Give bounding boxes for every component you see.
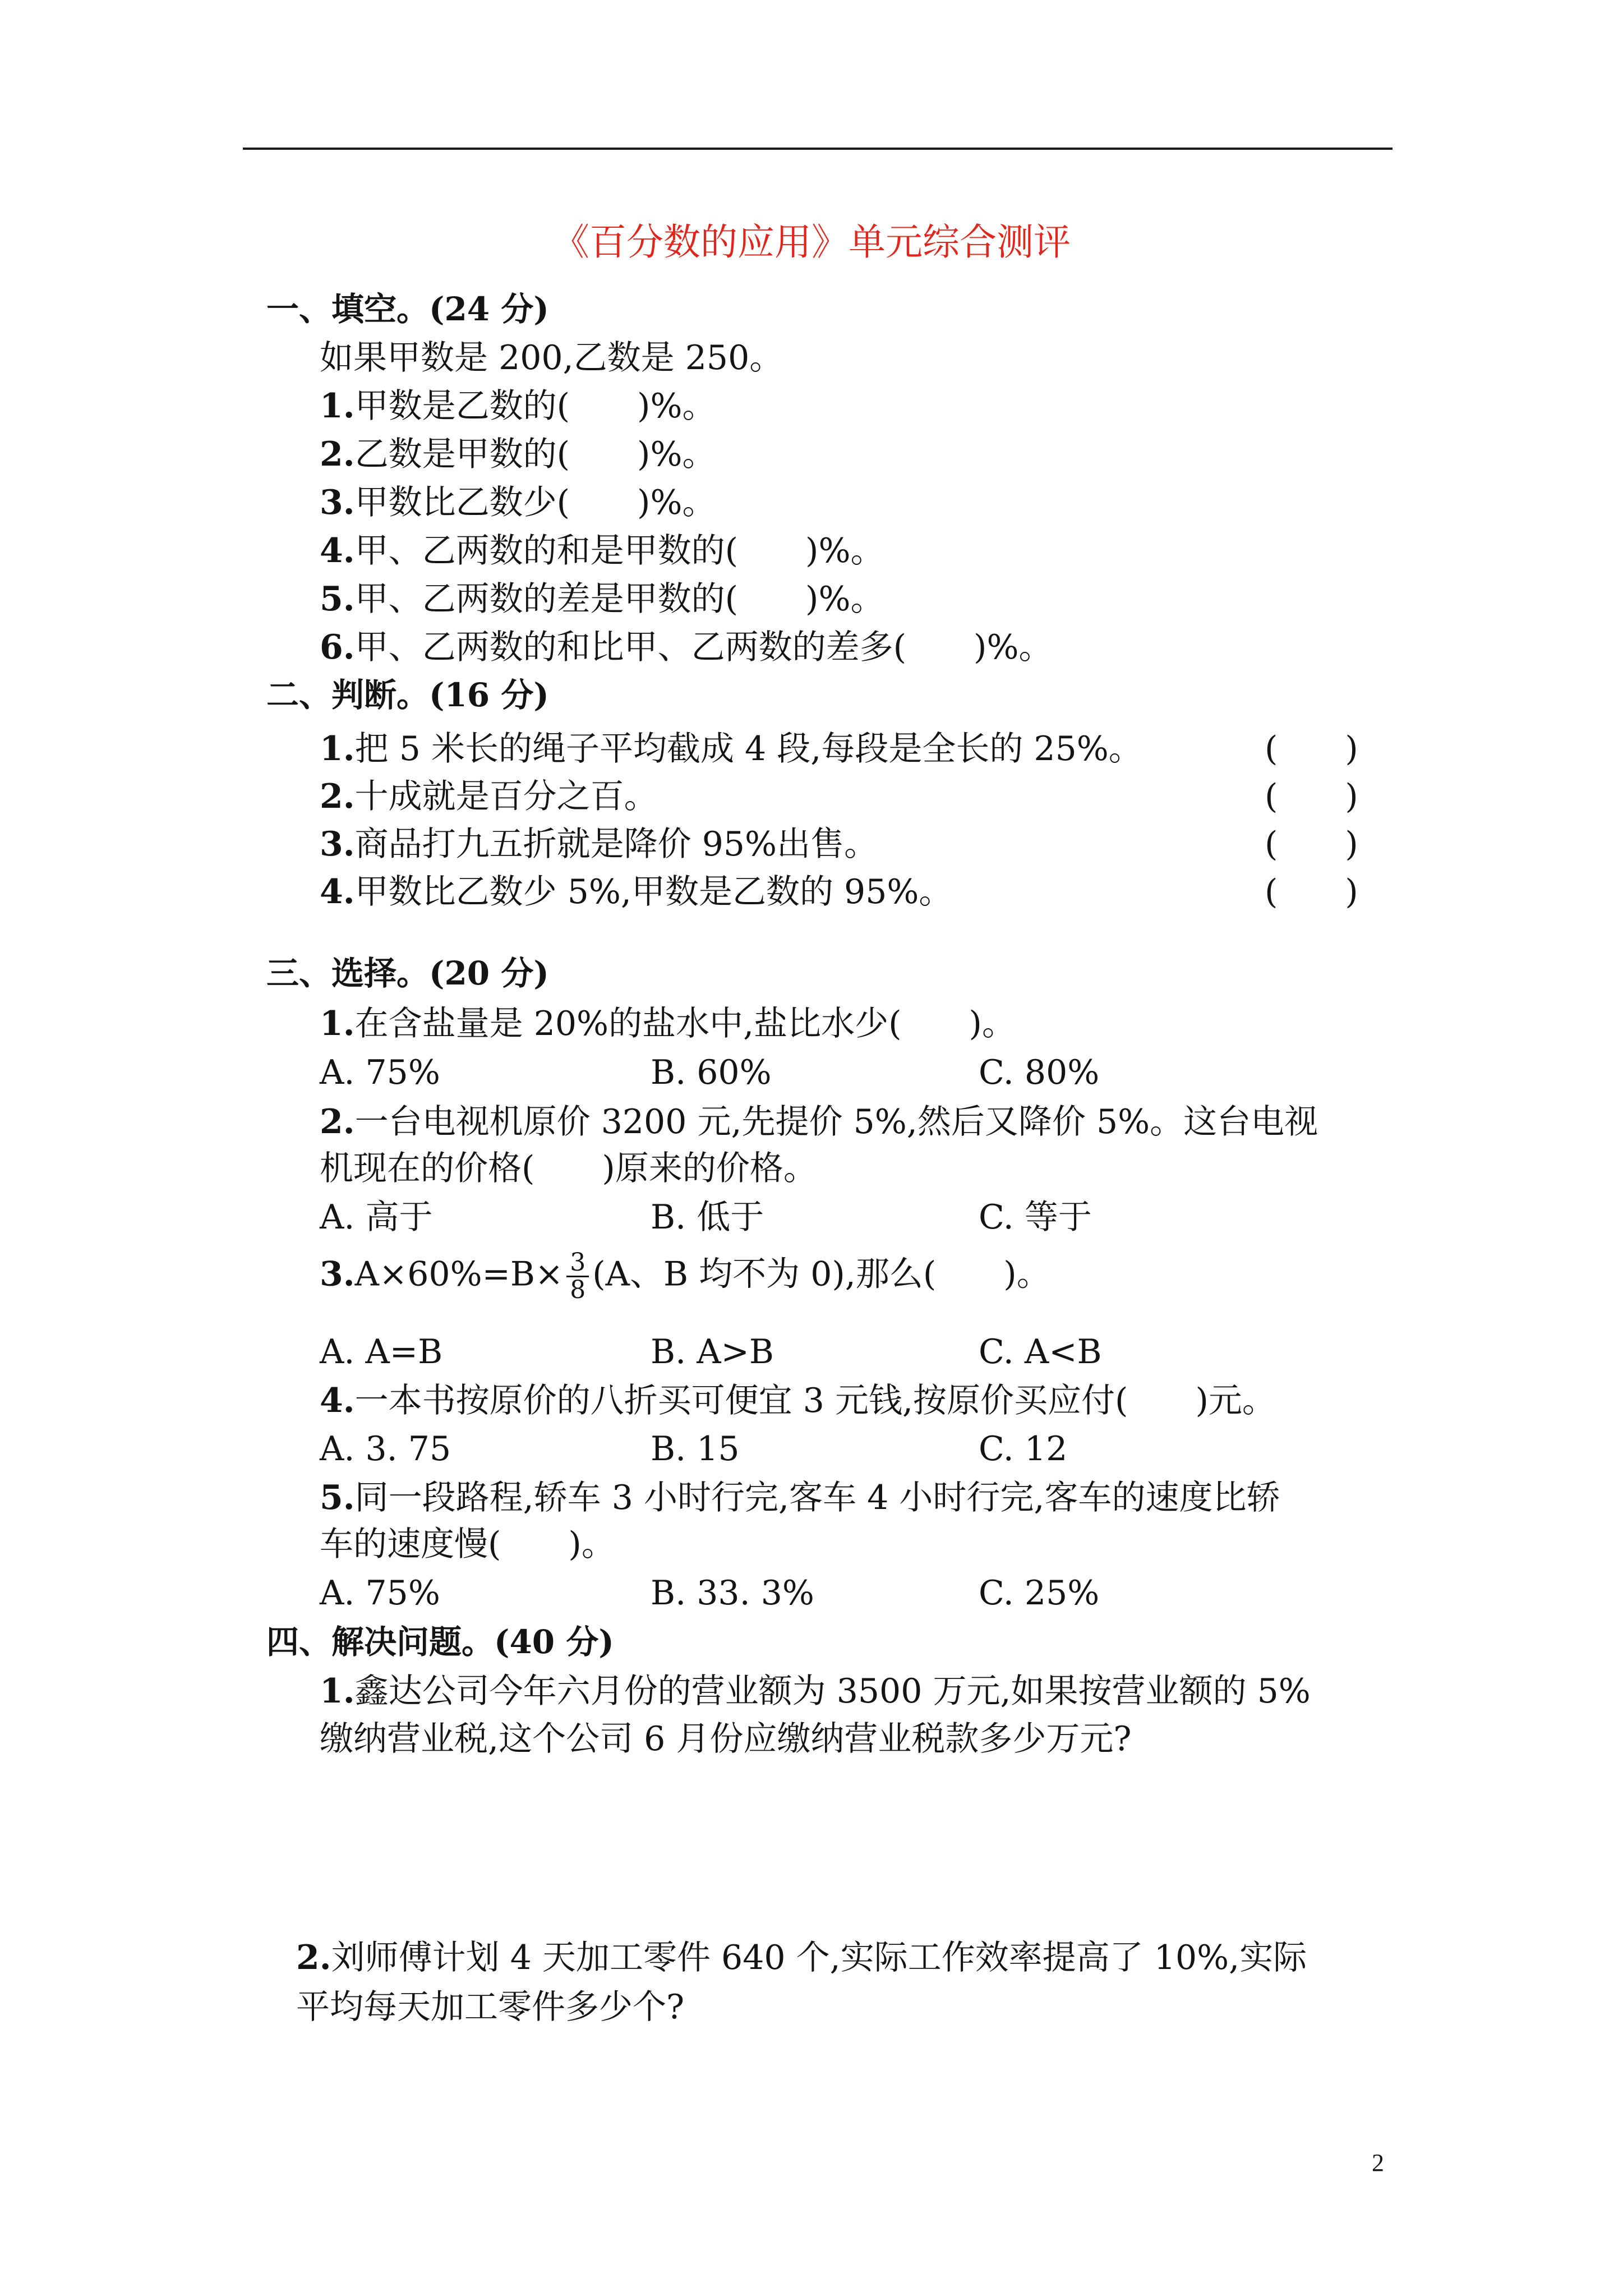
item-number: 4. — [320, 1381, 355, 1420]
answer-paren-3: ( ) — [1265, 825, 1358, 864]
choice-q2-option-c: C. 等于 — [979, 1198, 1092, 1237]
choice-q1-option-c: C. 80% — [979, 1053, 1100, 1092]
choice-q2-line2: 机现在的价格( )原来的价格。 — [320, 1149, 817, 1188]
item-number: 2. — [296, 1938, 331, 1977]
item-text: 刘师傅计划 4 天加工零件 640 个,实际工作效率提高了 10%,实际 — [331, 1938, 1307, 1977]
item-number: 5. — [320, 579, 355, 619]
judge-item-2 — [320, 777, 658, 816]
choice-q5 — [320, 1478, 1280, 1517]
choice-q2-option-b: B. 低于 — [651, 1198, 764, 1237]
item-text: 一台电视机原价 3200 元,先提价 5%,然后又降价 5%。这台电视 — [354, 1102, 1318, 1142]
formula-left: A×60%=B× — [354, 1254, 564, 1294]
item-number: 3. — [320, 1254, 355, 1294]
choice-q1 — [320, 1004, 1016, 1043]
item-number: 3. — [320, 825, 355, 864]
choice-q1-option-b: B. 60% — [651, 1053, 772, 1092]
fill-item-1 — [320, 386, 716, 426]
choice-q3-option-c: C. A<B — [979, 1332, 1102, 1372]
choice-q5-option-b: B. 33. 3% — [651, 1573, 814, 1613]
fraction-denominator: 8 — [570, 1276, 586, 1305]
choice-q1-option-a: A. 75% — [320, 1053, 440, 1092]
problem-2-line2: 平均每天加工零件多少个? — [296, 1987, 685, 2027]
fraction-numerator: 3 — [566, 1250, 589, 1277]
item-number: 1. — [320, 1004, 355, 1043]
item-number: 4. — [320, 531, 355, 570]
choice-q4 — [320, 1381, 1276, 1420]
problem-1 — [320, 1672, 1311, 1711]
item-number: 3. — [320, 483, 355, 522]
section3-heading: 三、选择。(20 分) — [266, 954, 549, 992]
section1-intro: 如果甲数是 200,乙数是 250。 — [320, 338, 783, 378]
item-text: 在含盐量是 20%的盐水中,盐比水少( )。 — [354, 1004, 1016, 1043]
problem-1-line2: 缴纳营业税,这个公司 6 月份应缴纳营业税款多少万元? — [320, 1719, 1132, 1759]
item-text: 乙数是甲数的( )%。 — [354, 435, 716, 474]
answer-paren-2: ( ) — [1265, 777, 1358, 816]
choice-q5-option-c: C. 25% — [979, 1573, 1100, 1613]
answer-paren-1: ( ) — [1265, 729, 1358, 769]
item-text: 甲数是乙数的( )%。 — [354, 386, 716, 426]
item-text: 甲、乙两数的和比甲、乙两数的差多( )%。 — [354, 628, 1053, 667]
choice-q3-option-b: B. A>B — [651, 1332, 774, 1372]
judge-item-4 — [320, 872, 953, 912]
item-number: 1. — [320, 729, 355, 769]
item-number: 2. — [320, 777, 355, 816]
section1-heading: 一、填空。(24 分) — [266, 290, 549, 328]
fill-item-4 — [320, 531, 884, 570]
fill-item-6 — [320, 628, 1053, 667]
answer-paren-4: ( ) — [1265, 872, 1358, 912]
item-text: 商品打九五折就是降价 95%出售。 — [354, 825, 878, 864]
item-number: 1. — [320, 386, 355, 426]
item-number: 2. — [320, 1102, 355, 1142]
item-number: 2. — [320, 435, 355, 474]
choice-q4-option-b: B. 15 — [651, 1429, 740, 1469]
item-number: 5. — [320, 1478, 355, 1517]
fill-item-3 — [320, 483, 716, 522]
choice-q5-line2: 车的速度慢( )。 — [320, 1525, 615, 1564]
choice-q2 — [320, 1102, 1318, 1142]
item-text: 甲、乙两数的差是甲数的( )%。 — [354, 579, 884, 619]
choice-q2-option-a: A. 高于 — [320, 1198, 433, 1237]
choice-q5-option-a: A. 75% — [320, 1573, 440, 1613]
item-text: 甲数比乙数少 5%,甲数是乙数的 95%。 — [354, 872, 953, 912]
fill-item-5 — [320, 579, 884, 619]
item-text: 把 5 米长的绳子平均截成 4 段,每段是全长的 25%。 — [354, 729, 1142, 769]
item-text: 十成就是百分之百。 — [354, 777, 658, 816]
choice-q3 — [320, 1250, 1050, 1303]
formula-right: (A、B 均不为 0),那么( )。 — [592, 1254, 1050, 1294]
page-number: 2 — [1372, 2149, 1384, 2177]
item-number: 6. — [320, 628, 355, 667]
item-text: 甲、乙两数的和是甲数的( )%。 — [354, 531, 884, 570]
item-text: 一本书按原价的八折买可便宜 3 元钱,按原价买应付( )元。 — [354, 1381, 1276, 1420]
choice-q4-option-a: A. 3. 75 — [320, 1429, 451, 1469]
item-number: 1. — [320, 1672, 355, 1711]
judge-item-1 — [320, 729, 1142, 769]
choice-q4-option-c: C. 12 — [979, 1429, 1068, 1469]
item-number: 4. — [320, 872, 355, 912]
fraction — [566, 1250, 589, 1303]
item-text: 同一段路程,轿车 3 小时行完,客车 4 小时行完,客车的速度比轿 — [354, 1478, 1280, 1517]
item-text: 甲数比乙数少( )%。 — [354, 483, 716, 522]
page-title: 《百分数的应用》单元综合测评 — [552, 220, 1071, 264]
judge-item-3 — [320, 825, 878, 864]
section2-heading: 二、判断。(16 分) — [266, 676, 549, 714]
fill-item-2 — [320, 435, 716, 474]
header-rule — [243, 148, 1393, 150]
problem-2 — [296, 1938, 1307, 1977]
item-text: 鑫达公司今年六月份的营业额为 3500 万元,如果按营业额的 5% — [354, 1672, 1311, 1711]
choice-q3-option-a: A. A=B — [320, 1332, 443, 1372]
section4-heading: 四、解决问题。(40 分) — [266, 1623, 614, 1661]
